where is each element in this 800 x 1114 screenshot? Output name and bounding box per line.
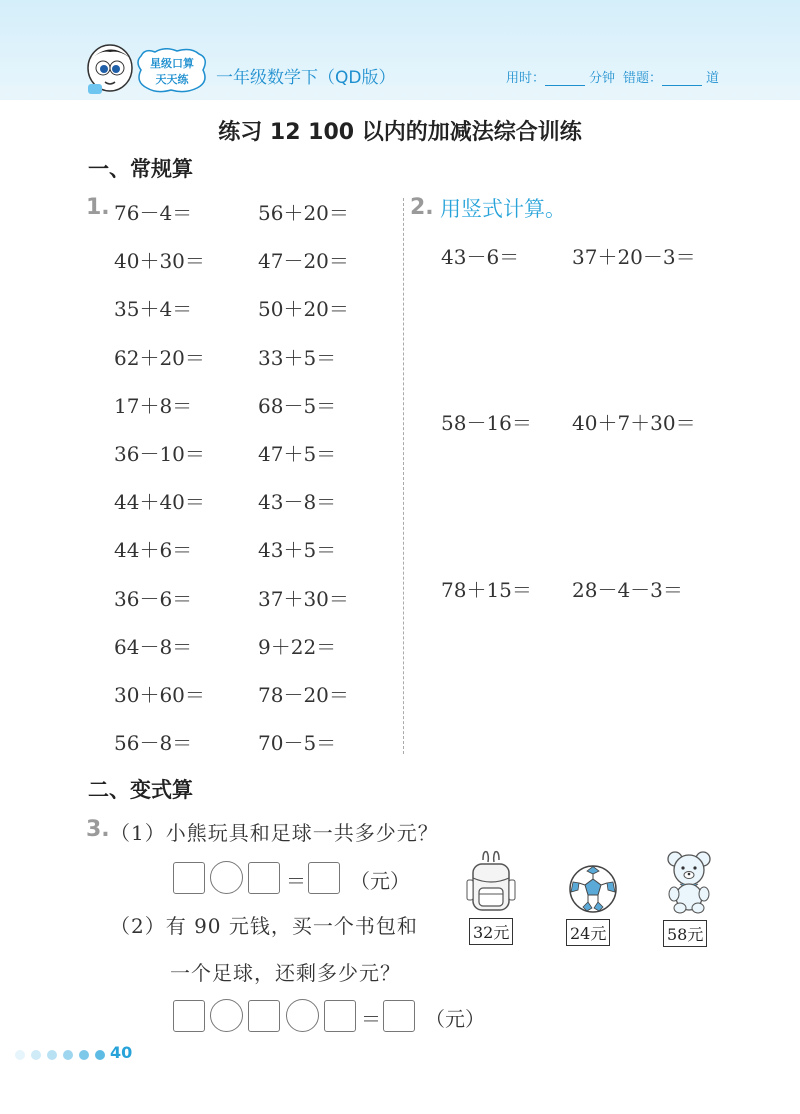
footer-dots-decoration <box>14 1048 114 1062</box>
teddy-bear-icon <box>664 850 714 914</box>
soccer-ball-icon <box>568 864 618 914</box>
page-number: 40 <box>110 1043 133 1062</box>
logo-line1: 星级口算 <box>150 57 194 70</box>
question-1-number: 1. <box>86 195 110 220</box>
time-blank <box>545 71 585 86</box>
exercise-expression: 36－10＝ <box>114 442 205 466</box>
question-3-number: 3. <box>86 817 110 842</box>
exercise-expression: 33＋5＝ <box>258 345 337 370</box>
exercise-expression: 47－20＝ <box>258 249 349 274</box>
answer-box[interactable] <box>308 862 340 894</box>
vertical-calc-expression: 37＋20－3＝ <box>572 245 696 269</box>
exercise-expression: 44＋40＝ <box>114 490 205 515</box>
logo-line2: 天天练 <box>155 73 189 86</box>
header-stats <box>506 67 719 86</box>
operator-circle[interactable] <box>210 861 243 894</box>
exercise-expression: 70－5＝ <box>258 731 337 756</box>
answer-box[interactable] <box>324 1000 356 1032</box>
vertical-calc-expression: 78＋15＝ <box>441 578 532 602</box>
vertical-calc-expression: 43－6＝ <box>441 245 520 269</box>
teddy-bear-price-tag: 58元 <box>663 920 707 947</box>
unit-label: （元） <box>350 869 410 893</box>
answer-box[interactable] <box>173 1000 205 1032</box>
vertical-calc-expression: 58－16＝ <box>441 411 532 435</box>
equals-sign: ＝ <box>361 1007 381 1031</box>
backpack-price-tag: 32元 <box>469 918 513 945</box>
exercise-expression: 36－6＝ <box>114 586 193 611</box>
exercise-expression: 64－8＝ <box>114 634 193 659</box>
answer-box[interactable] <box>383 1000 415 1032</box>
exercise-expression: 9＋22＝ <box>258 634 337 659</box>
question-3-part2-line1: （2）有 90 元钱，买一个书包和 <box>110 914 418 938</box>
question-2-number: 2. <box>410 195 434 220</box>
answer-box[interactable] <box>173 862 205 894</box>
error-label: 错题： <box>623 71 663 86</box>
section-heading-regular: 一、常规算 <box>88 157 193 181</box>
exercise-expression: 47＋5＝ <box>258 442 337 466</box>
exercise-expression: 43＋5＝ <box>258 538 337 563</box>
equals-sign: ＝ <box>286 869 306 893</box>
operator-circle[interactable] <box>286 999 319 1032</box>
exercise-expression: 68－5＝ <box>258 393 337 418</box>
answer-box[interactable] <box>248 1000 280 1032</box>
error-blank <box>662 71 702 86</box>
header-subject: 一年级数学下（QD版） <box>216 68 396 88</box>
exercise-expression: 37＋30＝ <box>258 586 349 611</box>
mascot-icon <box>80 38 140 98</box>
answer-box[interactable] <box>248 862 280 894</box>
column-divider <box>403 198 404 754</box>
exercise-expression: 35＋4＝ <box>114 297 193 322</box>
count-label: 道 <box>706 71 720 86</box>
exercise-expression: 56＋20＝ <box>258 201 349 225</box>
exercise-expression: 40＋30＝ <box>114 249 205 274</box>
exercise-expression: 56－8＝ <box>114 731 193 756</box>
section-heading-variant: 二、变式算 <box>88 778 193 802</box>
exercise-expression: 50＋20＝ <box>258 297 349 322</box>
question-2-title: 用竖式计算。 <box>440 197 566 221</box>
soccer-ball-price-tag: 24元 <box>566 919 610 946</box>
question-3-part1-text: （1）小熊玩具和足球一共多少元？ <box>110 821 439 845</box>
exercise-expression: 43－8＝ <box>258 490 337 515</box>
backpack-icon <box>466 850 516 916</box>
exercise-expression: 62＋20＝ <box>114 345 205 370</box>
vertical-calc-expression: 28－4－3＝ <box>572 578 683 602</box>
vertical-calc-expression: 40＋7＋30＝ <box>572 411 696 435</box>
time-label: 用时： <box>506 71 546 86</box>
exercise-expression: 17＋8＝ <box>114 393 193 418</box>
minute-label: 分钟 <box>589 71 616 86</box>
question-3-part2-line2: 一个足球，还剩多少元？ <box>170 961 401 985</box>
logo-badge <box>135 48 209 94</box>
exercise-expression: 30＋60＝ <box>114 683 205 707</box>
exercise-expression: 78－20＝ <box>258 683 349 707</box>
operator-circle[interactable] <box>210 999 243 1032</box>
unit-label: （元） <box>425 1007 485 1031</box>
exercise-expression: 44＋6＝ <box>114 538 193 563</box>
exercise-expression: 76－4＝ <box>114 201 193 225</box>
page-title: 练习 12 100 以内的加减法综合训练 <box>218 120 582 145</box>
